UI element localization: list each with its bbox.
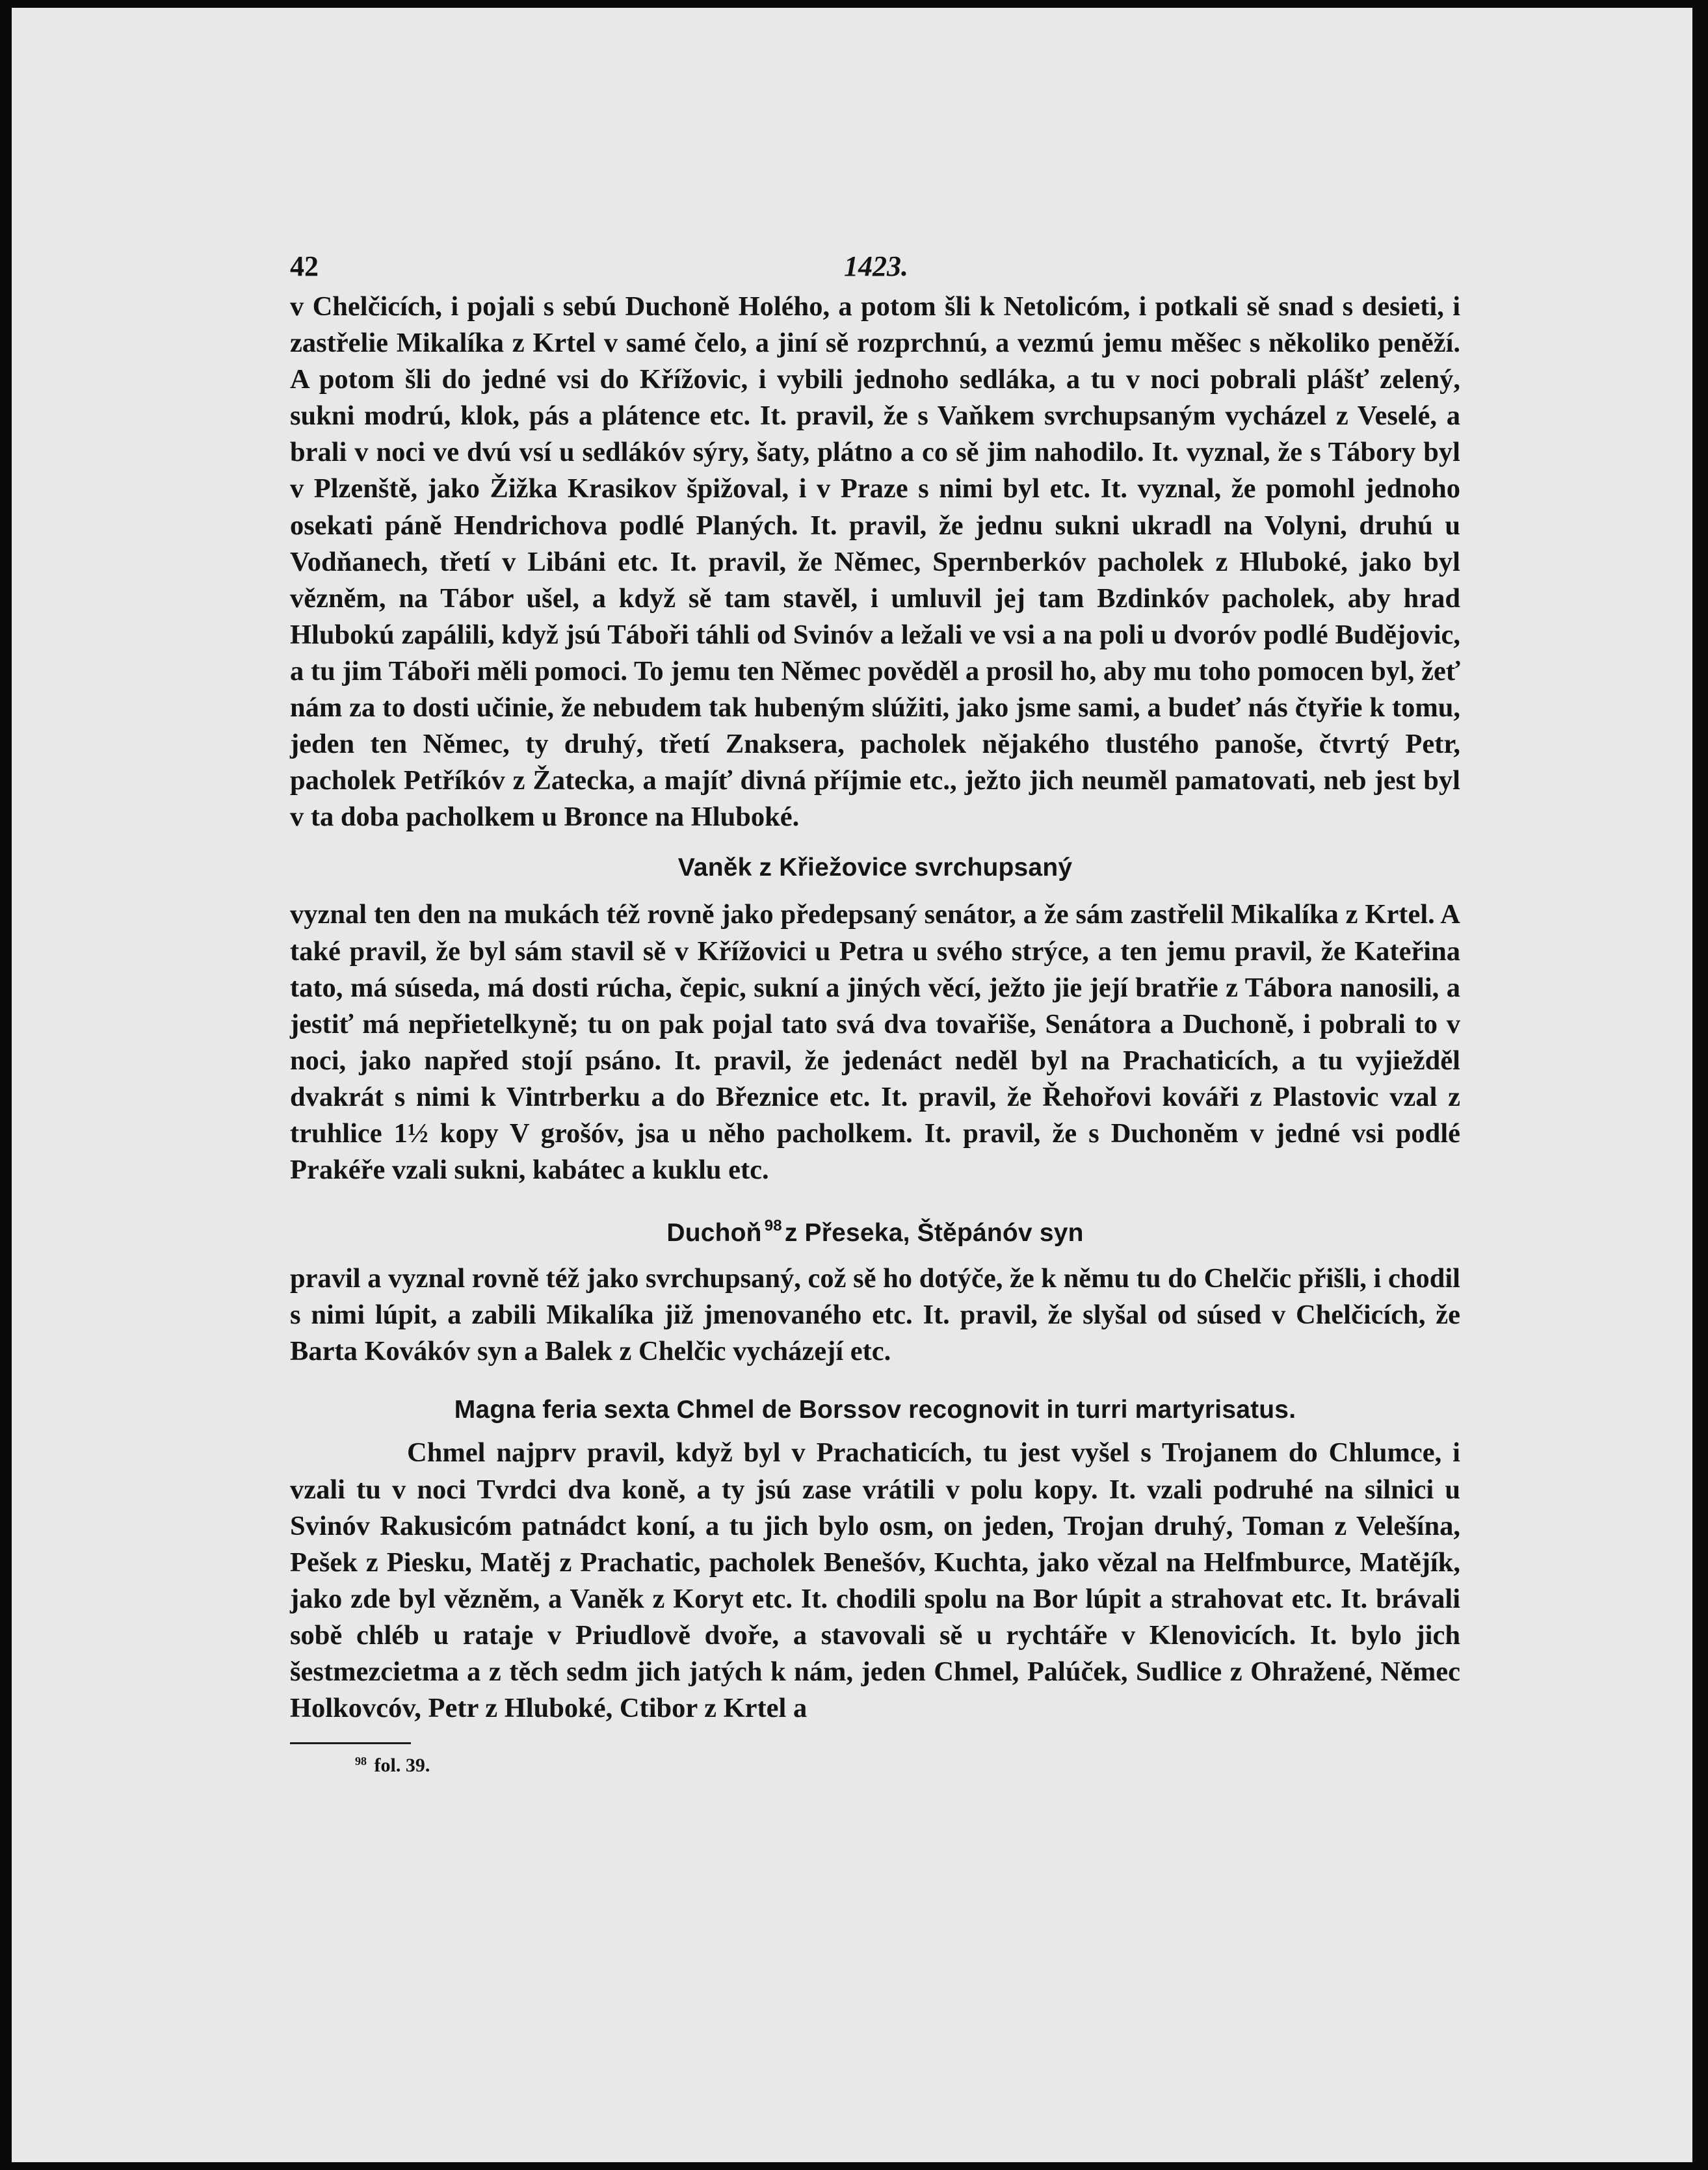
heading-vanek: Vaněk z Křiežovice svrchupsaný bbox=[677, 854, 1073, 882]
footnote bbox=[290, 1755, 1460, 1777]
running-head-year: 1423. bbox=[844, 250, 908, 282]
footnote-text: fol. 39. bbox=[374, 1755, 430, 1777]
footnote-divider bbox=[290, 1742, 411, 1744]
heading-chmel: Magna feria sexta Chmel de Borssov recognovit in turri martyrisatus. bbox=[454, 1396, 1296, 1424]
footnote-reference: 98 bbox=[764, 1217, 782, 1235]
text-block bbox=[290, 243, 1460, 1777]
paragraph-1: v Chelčicích, i pojali s sebú Duchoně Holého, a potom šli k Netolicóm, i potkali sě snad s desieti, i zastřelie Mikalíka z Krtel v samé čelo, a jiní sě rozprchnú, a vezmú jemu měšec s několiko peněží. A potom šli do jedné vsi do Křížovic, i vybili jednoho sedláka, a tu v noci pobrali plášť zelený, sukni modrú, klok, pás a plátence etc. It. pravil, že s Vaňkem svrchupsaným vycházel z Veselé, a brali v noci ve dvú vsí u sedlákóv sýry, šaty, plátno a co sě jim nahodilo. It. vyznal, že s Tábory byl v Plzenště, jako Žižka Krasikov špižoval, i v Praze s nimi byl etc. It. vyznal, že pomohl jednoho osekati páně Hendrichova podlé Planých. It. pravil, že jednu sukni ukradl na Volyni, druhú u Vodňanech, třetí v Libáni etc. It. pravil, že Němec, Spernberkóv pacholek z Hluboké, jako byl vězněm, na Tábor ušel, a když sě tam stavěl, i umluvil jej tam Bzdinkóv pacholek, aby hrad Hlubokú zapálili, když jsú Táboři táhli od Svinóv a ležali ve vsi a na poli u dvoróv podlé Budějovic, a tu jim Táboři měli pomoci. To jemu ten Němec pověděl a prosil ho, aby mu toho pomocen byl, žeť nám za to dosti učinie, že nebudem tak hubeným slúžiti, jako jsme sami, a budeť nás čtyřie k tomu, jeden ten Němec, ty druhý, třetí Znaksera, pacholek nějakého tlustého panoše, čtvrtý Petr, pacholek Petříkóv z Žatecka, a majíť divná příjmie etc., ježto jich neuměl pamatovati, neb jest byl v ta doba pacholkem u Bronce na Hluboké. bbox=[290, 291, 1460, 833]
scanned-page bbox=[12, 8, 1692, 2162]
page-number: 42 bbox=[290, 250, 319, 282]
paragraph-3: pravil a vyznal rovně též jako svrchupsaný, což sě ho dotýče, že k němu tu do Chelčic přišli, i chodil s nimi lúpit, a zabili Mikalíka již jmenovaného etc. It. pravil, že slyšal od súsed v Chelčicích, že Barta Kovákóv syn a Balek z Chelčic vycházejí etc. bbox=[290, 1263, 1460, 1367]
heading-duchon-name: Duchoň bbox=[666, 1219, 762, 1248]
paragraph-2: vyznal ten den na mukách též rovně jako předepsaný senátor, a že sám zastřelil Mikalíka z Krtel. A také pravil, že byl sám stavil sě v Křížovici u Petra u svého strýce, a ten jemu pravil, že Kateřina tato, má súseda, má dosti rúcha, čepic, sukní a jiných věcí, ježto jie její bratřie z Tábora nanosili, a jestiť má nepřietelkyně; tu on pak pojal tato svá dva tovařiše, Senátora a Duchoně, i pobrali to v noci, jako napřed stojí psáno. It. pravil, že jedenáct neděl byl na Prachaticích, a tu vyjiežděl dvakrát s nimi k Vintrberku a do Březnice etc. It. pravil, že Řehořovi kováři z Plastovic vzal z truhlice 1½ kopy V grošóv, jsa u něho pacholkem. It. pravil, že s Duchoněm v jedné vsi podlé Prakéře vzali sukni, kabátec a kuklu etc. bbox=[290, 899, 1460, 1186]
footnote-mark: 98 bbox=[355, 1755, 367, 1768]
heading-duchon-rest: z Přeseka, Štěpánóv syn bbox=[784, 1219, 1084, 1248]
heading-duchon bbox=[290, 1208, 1460, 1251]
paragraph-4: Chmel najprv pravil, když byl v Prachaticích, tu jest vyšel s Trojanem do Chlumce, i vzali tu v noci Tvrdci dva koně, a ty jsú zase vrátili v polu kopy. It. vzali podruhé na silnici u Svinóv Rakusicóm patnádct koní, a tu jich bylo osm, on jeden, Trojan druhý, Toman z Velešína, Pešek z Piesku, Matěj z Prachatic, pacholek Benešóv, Kuchta, jako vězal na Helfmburce, Matějík, jako zde byl vězněm, a Vaněk z Koryt etc. It. chodili spolu na Bor lúpit a strahovat etc. It. brávali sobě chléb u rataje v Priudlově dvoře, a stavovali sě u rychtáře v Klenovicích. It. bylo jich šestmezcietma a z těch sedm jich jatých k nám, jeden Chmel, Palúček, Sudlice z Ohražené, Němec Holkovcóv, Petr z Hluboké, Ctibor z Krtel a bbox=[290, 1437, 1460, 1724]
running-head bbox=[290, 243, 1460, 289]
